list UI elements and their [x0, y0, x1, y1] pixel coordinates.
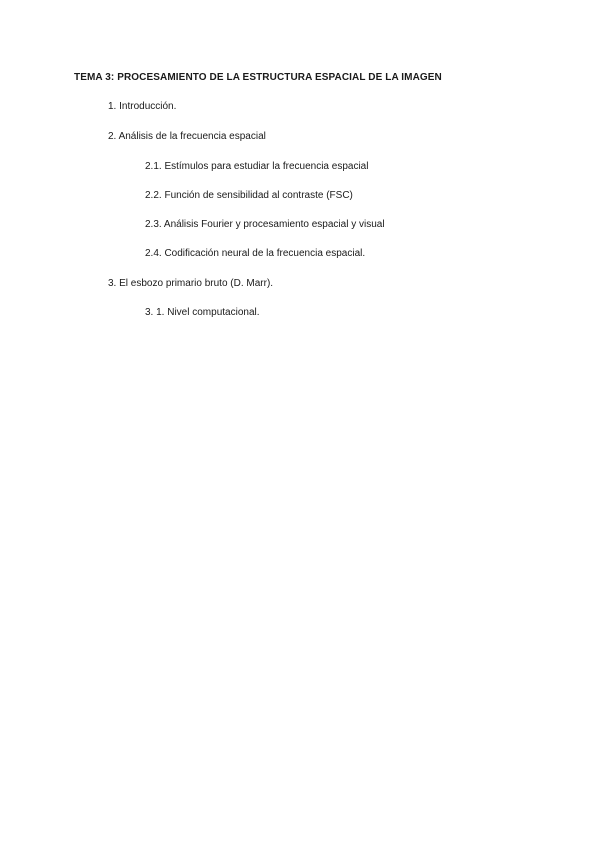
outline-subitem-fourier: 2.3. Análisis Fourier y procesamiento espacial y visual: [145, 219, 385, 230]
outline-subitem-estimulos: 2.1. Estímulos para estudiar la frecuencia espacial: [145, 161, 369, 172]
document-title: TEMA 3: PROCESAMIENTO DE LA ESTRUCTURA ESPACIAL DE LA IMAGEN: [74, 72, 442, 83]
outline-item-introduccion: 1. Introducción.: [108, 101, 177, 112]
outline-subitem-nivel-computacional: 3. 1. Nivel computacional.: [145, 307, 260, 318]
outline-subitem-codificacion: 2.4. Codificación neural de la frecuencia espacial.: [145, 248, 366, 259]
outline-item-esbozo-primario: 3. El esbozo primario bruto (D. Marr).: [108, 278, 274, 289]
outline-item-analisis-frecuencia: 2. Análisis de la frecuencia espacial: [108, 131, 266, 142]
outline-subitem-fsc: 2.2. Función de sensibilidad al contraste (FSC): [145, 190, 353, 201]
